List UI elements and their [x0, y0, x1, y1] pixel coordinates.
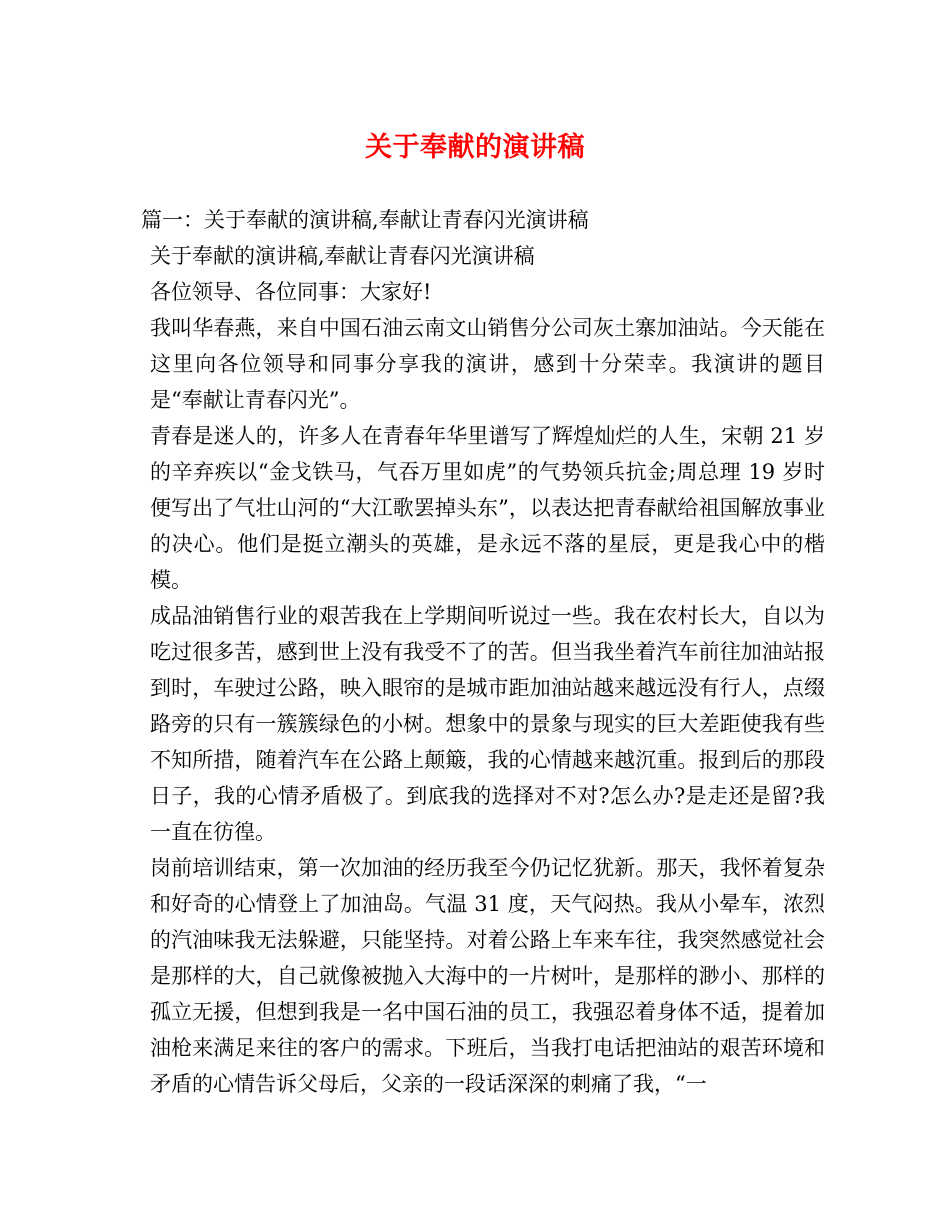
body-paragraph: 成品油销售行业的艰苦我在上学期间听说过一些。我在农村长大，自以为吃过很多苦，感到世上没有我受不了的苦。但当我坐着汽车前往加油站报到时，车驶过公路，映入眼帘的是城市距加油站越来越远没有行人，点缀路旁的只有一簇簇绿色的小树。想象中的景象与现实的巨大差距使我有些不知所措，随着汽车在公路上颠簸，我的心情越来越沉重。报到后的那段日子，我的心情矛盾极了。到底我的选择对不对?怎么办?是走还是留?我一直在彷徨。	[150, 604, 825, 844]
document-title: 关于奉献的演讲稿	[365, 132, 585, 163]
speech-title-line: 关于奉献的演讲稿,奉献让青春闪光演讲稿	[150, 244, 535, 268]
section-heading: 篇一：关于奉献的演讲稿,奉献让青春闪光演讲稿	[141, 208, 589, 232]
body-paragraph: 岗前培训结束，第一次加油的经历我至今仍记忆犹新。那天，我怀着复杂和好奇的心情登上了加油岛。气温 31 度，天气闷热。我从小晕车，浓烈的汽油味我无法躲避，只能坚持。对着公路上车来车往，我突然感觉社会是那样的大，自己就像被抛入大海中的一片树叶，是那样的渺小、那样的孤立无援，但想到我是一名中国石油的员工，我强忍着身体不适，提着加油枪来满足来往的客户的需求。下班后，当我打电话把油站的艰苦环境和矛盾的心情告诉父母后，父亲的一段话深深的刺痛了我，“一	[150, 856, 825, 1096]
body-paragraph: 青春是迷人的，许多人在青春年华里谱写了辉煌灿烂的人生，宋朝 21 岁的辛弃疾以“金戈铁马，气吞万里如虎”的气势领兵抗金;周总理 19 岁时便写出了气壮山河的“大江歌罢掉头东”，以表达把青春献给祖国解放事业的决心。他们是挺立潮头的英雄，是永远不落的星辰，更是我心中的楷模。	[150, 424, 825, 592]
document-body	[141, 202, 825, 1102]
body-paragraph: 我叫华春燕，来自中国石油云南文山销售分公司灰土寨加油站。今天能在这里向各位领导和同事分享我的演讲，感到十分荣幸。我演讲的题目是“奉献让青春闪光”。	[150, 316, 825, 412]
greeting-paragraph: 各位领导、各位同事：大家好!	[150, 280, 432, 304]
